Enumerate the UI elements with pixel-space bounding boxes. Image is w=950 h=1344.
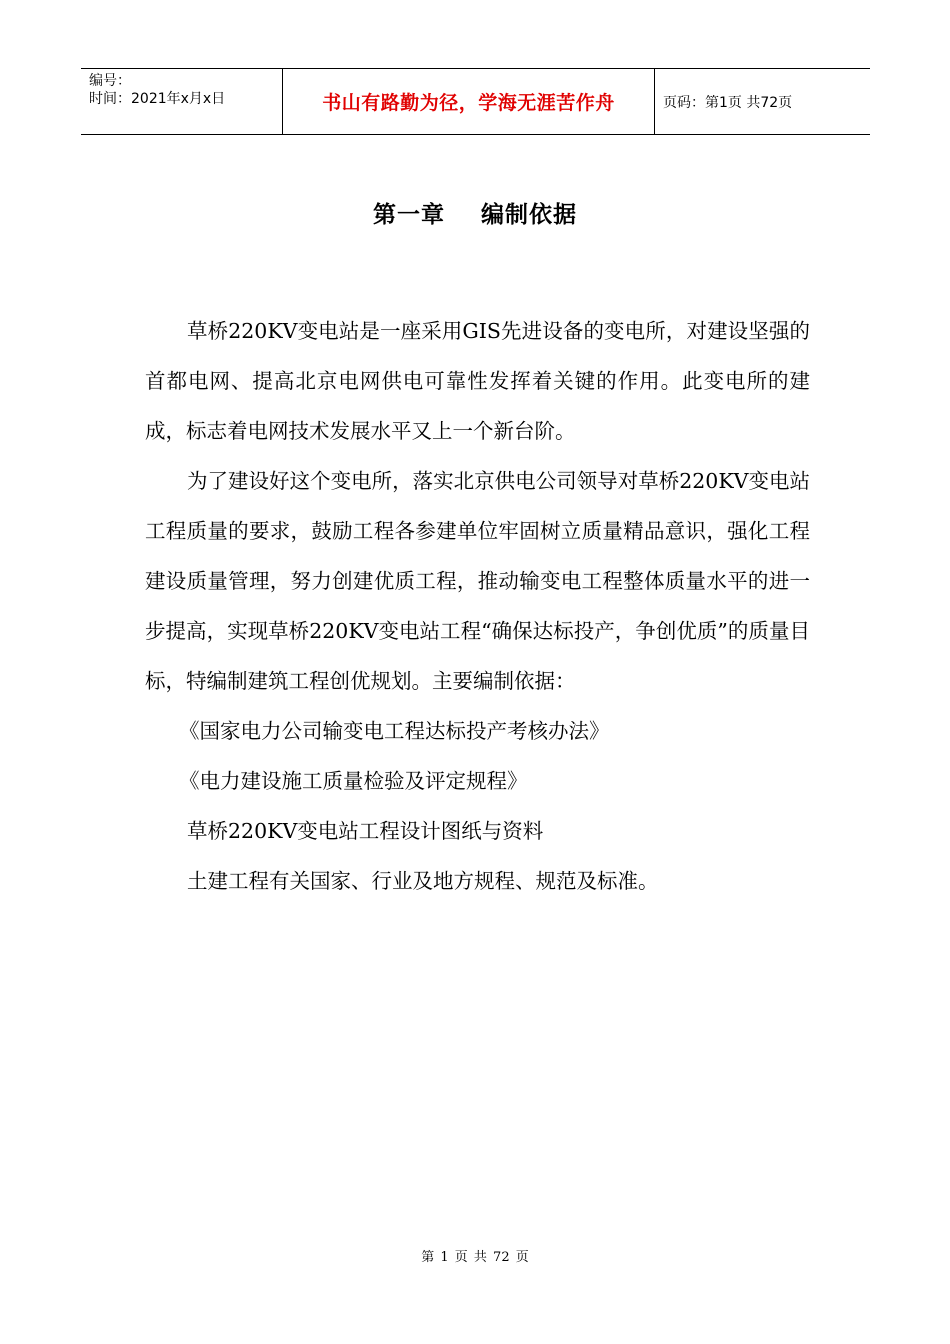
chapter-title: 第一章 编制依据 xyxy=(372,202,578,228)
header-meta xyxy=(81,69,282,134)
document-date: 时间：2021年x月x日 xyxy=(89,91,226,107)
reference-item: 土建工程有关国家、行业及地方规程、规范及标准。 xyxy=(187,869,659,893)
body-paragraph: 草桥220KV变电站是一座采用GIS先进设备的变电所，对建设坚强的首都电网、提高北京电网供电可靠性发挥着关键的作用。此变电所的建成，标志着电网技术发展水平又上一个新台阶。 xyxy=(145,319,810,443)
reference-item: 《国家电力公司输变电工程达标投产考核办法》 xyxy=(179,719,610,743)
page-footer: 第 1 页 共 72 页 xyxy=(421,1250,529,1265)
document-header xyxy=(81,68,870,135)
header-page-info: 页码：第1页 共72页 xyxy=(663,94,793,111)
reference-item: 草桥220KV变电站工程设计图纸与资料 xyxy=(187,819,544,843)
document-body xyxy=(145,306,810,906)
header-motto: 书山有路勤为径，学海无涯苦作舟 xyxy=(282,69,655,134)
reference-item: 《电力建设施工质量检验及评定规程》 xyxy=(179,769,528,793)
body-paragraph: 为了建设好这个变电所，落实北京供电公司领导对草桥220KV变电站工程质量的要求，鼓励工程各参建单位牢固树立质量精品意识，强化工程建设质量管理，努力创建优质工程，推动输变电工程整体质量水平的进一步提高，实现草桥220KV变电站工程“确保达标投产，争创优质”的质量目标，特编制建筑工程创优规划。主要编制依据： xyxy=(145,469,810,693)
document-number-label: 编号： xyxy=(89,73,131,89)
